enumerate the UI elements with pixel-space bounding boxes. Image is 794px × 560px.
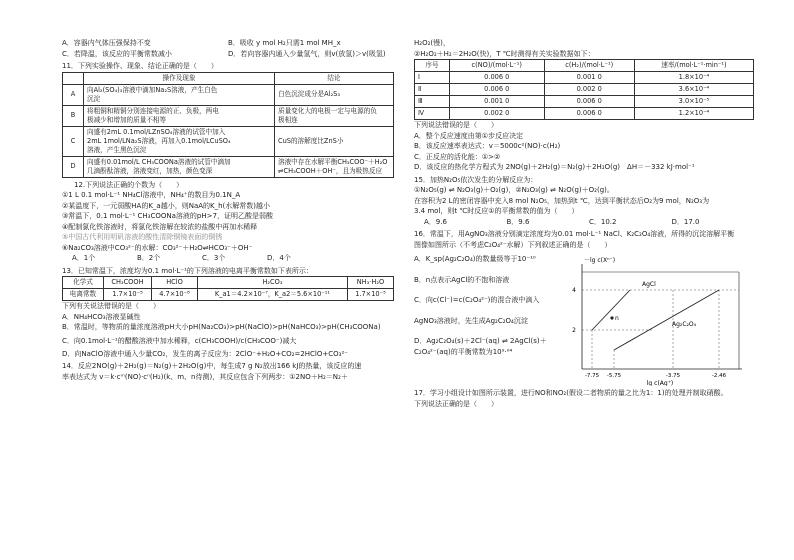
q11-stem: 11．下列实验操作、现象、结论正确的是（ ） (62, 62, 218, 70)
q16-curve2-label: Ag₂C₂O₄ (672, 321, 697, 328)
q11-header-blank (63, 72, 84, 84)
q15-option-b: B．9.6 (506, 217, 530, 226)
q14-line: 14．反应2NO(g)＋2H₂(g)＝N₂(g)＋2H₂O(g)中，每生成7 g N₂放出166 kJ的热量，该反应的速 (62, 362, 362, 370)
q12-stem: 12.下列说法正确的个数为（ ） (74, 180, 184, 189)
q11-concl-line: 质量变化大的电极一定与电源的负 (278, 106, 377, 115)
q15-option-a: A．9.6 (424, 217, 447, 226)
q11-concl-line: ⇌CH₃COOH＋OH⁻，且为吸热反应 (278, 166, 383, 175)
q14-sub: 下列说法错误的是（ ） (414, 121, 498, 129)
q12-option-d: D．4个 (267, 254, 291, 262)
q16-chart (554, 254, 754, 386)
q10-option-a: A．容器内气体压强保持不变 (62, 39, 151, 47)
q15-line: ①N₂O₅(g) ⇌ N₂O₃(g)＋O₂(g)，②N₂O₃(g) ⇌ N₂O(g)＋O₂(g)。 (414, 186, 614, 194)
q16-curve1-label: AgCl (642, 281, 656, 288)
q16-option-c: C．向c(Cl⁻)=c(C₂O₄²⁻)的混合液中滴入 (414, 296, 540, 304)
table-row (415, 72, 754, 84)
q16-option-d-cont: C₂O₄²⁻(aq)的平衡常数为10⁹·⁰⁴ (414, 347, 513, 356)
q15-option-c: C．10.2 (589, 217, 617, 226)
q16-point-n (610, 316, 613, 319)
q16-line: 图像如图所示（不考虑C₂O₄²⁻水解）下列叙述正确的是（ ） (414, 240, 612, 249)
q11-concl-cell (275, 84, 394, 105)
q10-option-d: D．若向容器内通入少量氢气，则v(放氢)＞v(吸氢) (228, 49, 386, 58)
q11-row-label: B (63, 105, 84, 126)
table-row (63, 126, 394, 156)
q12-option-c: C．3个 (202, 254, 226, 262)
q15-options (414, 217, 754, 228)
q15-line: 3.4 mol，则t ℃时反应①的平衡常数的值为（ ） (414, 207, 579, 215)
q11-op-line: 向Al₂(SO₄)₃溶液中滴加Na₂S溶液，产生白色 (87, 85, 218, 94)
left-column (62, 38, 394, 382)
q11-op-line: 向盛有0.01mol/L CH₃COONa溶液的试管中滴加 (87, 157, 231, 166)
q11-op-line: 2mL 1mol/LNa₂S溶液，再加入0.1mol/LCuSO₄ (87, 136, 231, 145)
q13-header: H₂CO₃ (198, 277, 348, 289)
q12-item: ⑥Na₂CO₃溶液中CO₃²⁻的水解：CO₃²⁻＋H₂O⇌HCO₃⁻＋OH⁻ (62, 243, 253, 252)
right-column (414, 38, 754, 409)
table-row (63, 289, 394, 301)
q11-concl-cell (275, 156, 394, 177)
q14-cell: 0.002 0 (544, 84, 634, 96)
q16-ylabel: －lg c(Xⁿ⁻) (584, 257, 616, 264)
q15-line: 15．加热N₂O₅依次发生的分解反应为： (414, 175, 538, 184)
q11-op-line: 向盛有2mL 0.1mol/LZnSO₄溶液的试管中加入 (87, 127, 226, 136)
q17-line: 17．学习小组设计如图所示装置，进行NO和NO₂(假设二者物质的量之比为1：1)的处理并制取硝酸。 (414, 389, 728, 397)
q11-concl-line: 白色沉淀成分是Al₂S₃ (278, 90, 340, 98)
q14-cell: 0.002 0 (450, 108, 545, 120)
q16-line: 16．常温下，用AgNO₃溶液分别滴定浓度均为0.01 mol·L⁻¹ NaCl、K₂C₂O₄溶液，所得的沉淀溶解平衡 (414, 230, 735, 238)
table-row (415, 96, 754, 108)
q16-xlabel: lg c(Ag⁺) (646, 380, 674, 386)
table-row (415, 84, 754, 96)
q13-option-b: B．常温时，等物质的量浓度溶液pH大小pH(Na₂CO₃)>pH(NaClO)>pH(NaHCO₃)>pH(CH₃COONa) (62, 323, 381, 331)
q14-cell: Ⅲ (415, 96, 450, 108)
q13-value: 1.7×10⁻⁵ (347, 289, 393, 301)
q11-concl-cell (275, 126, 394, 156)
q14-cell: 0.001 0 (544, 72, 634, 84)
q14-line: 率表达式为 v＝k·cᵐ(NO)·cⁿ(H₂)(k、m、n待测)，其反应包含下列两步：①2NO＋H₂＝N₂＋ (62, 372, 348, 381)
q14-cell: 3.6×10⁻⁴ (634, 84, 753, 96)
q11-table (62, 72, 394, 178)
q16-xtick: -7.75 (584, 373, 600, 379)
q16-ytick: 2 (572, 327, 576, 334)
q13-header: 化学式 (63, 277, 104, 289)
table-row (63, 84, 394, 105)
q11-op-cell (84, 84, 275, 105)
q13-table (62, 276, 394, 301)
q16-option-a: A．K_sp(Ag₂C₂O₄)的数量级等于10⁻¹⁰ (414, 255, 536, 263)
q13-header: NH₃·H₂O (347, 277, 393, 289)
q11-header-concl: 结论 (275, 72, 394, 84)
q11-row-label: C (63, 126, 84, 156)
q11-op-line: 将粗铜和精铜分别连接电源的正、负极，两电 (87, 106, 219, 115)
q16-curve-ag2c2o4 (614, 290, 719, 350)
q10-options-row1 (62, 38, 394, 49)
q16-option-b: B．n点表示AgCl的不饱和溶液 (414, 275, 510, 284)
q11-concl-line: CuS的溶解度比ZnS小 (278, 136, 344, 145)
q16-xtick: -2.46 (711, 373, 727, 379)
q14-header: c(NO)/(mol·L⁻¹) (450, 60, 545, 72)
q13-header: CH₃COOH (103, 277, 151, 289)
q12-item: ②某温度下，一元弱酸HA的K_a越小，则NaA的K_h(水解常数)越小 (62, 201, 271, 210)
q11-concl-line: 极相连 (278, 115, 298, 124)
q14-cell: 0.006 0 (450, 84, 545, 96)
q13-stem: 13．已知常温下，浓度均为0.1 mol·L⁻¹的下列溶液的电离平衡常数如下表所示： (62, 266, 313, 275)
q11-header-op: 操作及现象 (84, 72, 275, 84)
q11-op-line: 几滴酚酞溶液，溶液变红，加热，颜色变深 (87, 166, 213, 175)
q11-concl-cell (275, 105, 394, 126)
q11-op-cell (84, 156, 275, 177)
q14-option-b: B．该反应速率表达式：v＝5000c²(NO)·c(H₂) (414, 142, 561, 150)
q10-options-row2 (62, 49, 394, 60)
q17-line: 下列说法正确的是（ ） (414, 399, 498, 408)
q14-cont: ②H₂O₂＋H₂＝2H₂O(快)，T ℃时测得有关实验数据如下： (414, 49, 595, 58)
q16-option-d: D．Ag₂C₂O₄(s)＋2Cl⁻(aq) ⇌ 2AgCl(s)＋ (414, 337, 547, 345)
q12-option-b: B．2个 (137, 254, 161, 262)
q13-value: K_a1＝4.2×10⁻⁷，K_a2＝5.6×10⁻¹¹ (198, 289, 348, 301)
q13-row-label: 电离常数 (63, 289, 104, 301)
q13-sub: 下列有关说法错误的是（ ） (62, 302, 160, 310)
q12-item: ①1 L 0.1 mol·L⁻¹ NH₄Cl溶液中，NH₄⁺的数目为0.1N_A (62, 191, 241, 199)
q16-xtick: -5.75 (606, 373, 622, 379)
q11-row-label: A (63, 84, 84, 105)
q12-options (62, 253, 332, 264)
q14-header: c(H₂)/(mol·L⁻¹) (544, 60, 634, 72)
q11-op-line: 极减少和增加的质量不相等 (87, 115, 167, 124)
q16-option-c-cont: AgNO₃溶液时，先生成Ag₂C₂O₄沉淀 (414, 316, 528, 325)
q11-op-line: 溶液，产生黑色沉淀 (87, 145, 147, 154)
q11-concl-line: 溶液中存在水解平衡CH₃COO⁻＋H₂O (278, 157, 388, 166)
q14-option-a: A．整个反应速度由第①步反应决定 (414, 131, 524, 140)
q14-cell: 1.8×10⁻⁴ (634, 72, 753, 84)
q16-curve-agcl (592, 290, 630, 330)
q14-cell: Ⅳ (415, 108, 450, 120)
q14-cell: 3.0×10⁻⁵ (634, 96, 753, 108)
q14-cont: H₂O₂(慢)， (414, 39, 450, 47)
q13-value: 4.7×10⁻⁸ (151, 289, 197, 301)
q16-point-label: n (615, 315, 619, 322)
q12-item: ⑤中国古代利用明矾溶液的酸性清除铜镜表面的铜锈 (62, 233, 223, 241)
q14-option-d: D．该反应的热化学方程式为 2NO(g)＋2H₂(g)＝N₂(g)＋2H₂O(g) ΔH＝－332 kJ·mol⁻¹ (414, 163, 695, 171)
q13-option-c: C．向0.1mol·L⁻¹的醋酸溶液中加水稀释，c(CH₃COOH)/c(CH₃COO⁻)减大 (62, 336, 297, 345)
q12-item: ④配制氯化铁溶液时，将氯化铁溶解在较浓的盐酸中再加水稀释 (62, 222, 258, 231)
q14-option-c: C．正反应的活化能：①>② (414, 152, 501, 161)
table-row (415, 108, 754, 120)
q13-option-a: A．NH₄HCO₃溶液显碱性 (62, 312, 141, 321)
q14-cell: 0.006 0 (544, 96, 634, 108)
q14-header: 序号 (415, 60, 450, 72)
q14-header: 速率/(mol·L⁻¹·min⁻¹) (634, 60, 753, 72)
q10-option-c: C．若降温，该反应的平衡常数减小 (62, 49, 172, 58)
q11-op-cell (84, 105, 275, 126)
q13-option-d: D．向NaClO溶液中通入少量CO₂，发生的离子反应为：2ClO⁻+H₂O+CO₂=2HClO+CO₃²⁻ (62, 349, 348, 358)
table-row (63, 105, 394, 126)
q16-ytick: 4 (572, 287, 576, 294)
q11-row-label: D (63, 156, 84, 177)
q13-header: HClO (151, 277, 197, 289)
q11-op-line: 沉淀 (87, 94, 101, 103)
q10-option-b: B．吸收 y mol H₂只需1 mol MH_x (228, 39, 341, 47)
q14-cell: 0.006 0 (544, 108, 634, 120)
q14-cell: 1.2×10⁻⁴ (634, 108, 753, 120)
q16-xtick: -3.75 (665, 373, 681, 379)
q14-cell: 0.006 0 (450, 72, 545, 84)
table-row (63, 156, 394, 177)
q14-table (414, 59, 754, 120)
q16-body (414, 254, 754, 386)
q12-option-a: A．1个 (72, 254, 96, 262)
q15-option-d: D．17.0 (671, 217, 700, 226)
q15-line: 在容积为2 L的密闭容器中充入8 mol N₂O₅，加热到t ℃，达到平衡状态后O₂为9 mol，N₂O₃为 (414, 196, 710, 205)
q13-value: 1.7×10⁻⁵ (103, 289, 151, 301)
q14-cell: Ⅱ (415, 84, 450, 96)
q14-cell: Ⅰ (415, 72, 450, 84)
q11-op-cell (84, 126, 275, 156)
q12-item: ③常温下，0.1 mol·L⁻¹ CH₃COONa溶液的pH>7，证明乙酸是弱酸 (62, 212, 273, 220)
q14-cell: 0.001 0 (450, 96, 545, 108)
